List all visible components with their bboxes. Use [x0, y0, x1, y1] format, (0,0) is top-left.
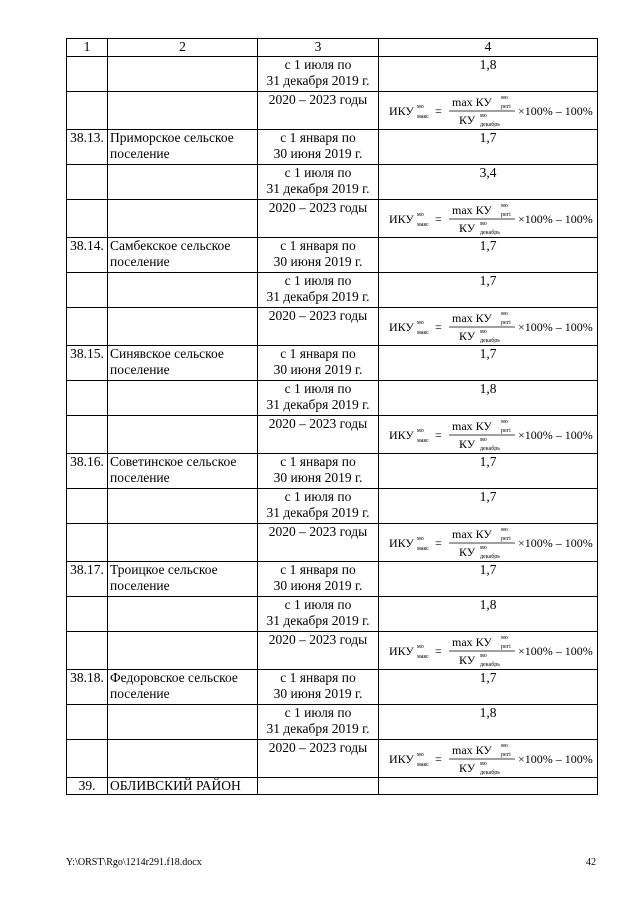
- index-value: 1,7: [379, 562, 598, 597]
- table-row: [67, 454, 598, 489]
- index-value: 1,7: [379, 273, 598, 308]
- formula-denominator-sup: мо: [480, 761, 487, 767]
- settlement-name: [108, 524, 258, 562]
- formula-denominator-sub: декабрь: [480, 554, 500, 559]
- formula: [387, 525, 593, 559]
- index-value: [379, 200, 598, 238]
- index-value: 1,8: [379, 597, 598, 632]
- formula-lhs: ИКУ: [389, 536, 414, 550]
- formula-lhs-sub: макс: [417, 762, 429, 768]
- period-text: с 1 июля по 31 декабря 2019 г.: [266, 597, 370, 628]
- formula-tail: ×100% – 100%: [518, 104, 593, 118]
- index-value: [379, 92, 598, 130]
- settlement-name: [108, 670, 258, 705]
- formula-lhs-sup: мо: [417, 428, 424, 434]
- settlement-name: [108, 273, 258, 308]
- formula-numerator-sub: регі: [501, 752, 511, 758]
- period: 2020 – 2023 годы: [258, 632, 379, 670]
- formula-lhs: ИКУ: [389, 752, 414, 766]
- row-number: 38.15.: [67, 346, 108, 381]
- index-value: 1,7: [379, 670, 598, 705]
- row-number: 38.17.: [67, 562, 108, 597]
- index-value: 1,8: [379, 705, 598, 740]
- row-number: [67, 165, 108, 200]
- row-number: [67, 273, 108, 308]
- formula-numerator-sup: мо: [501, 527, 508, 533]
- row-number: 38.16.: [67, 454, 108, 489]
- formula-lhs: ИКУ: [389, 644, 414, 658]
- row-number: [67, 632, 108, 670]
- period: [258, 165, 379, 200]
- formula-lhs-sup: мо: [417, 752, 424, 758]
- header-col-1: 1: [67, 39, 108, 57]
- settlement-name-text: Федоровское сельское поселение: [110, 670, 238, 701]
- row-number: [67, 597, 108, 632]
- formula-tail: ×100% – 100%: [518, 752, 593, 766]
- period-text: с 1 июля по 31 декабря 2019 г.: [266, 165, 370, 196]
- period-text: с 1 июля по 31 декабря 2019 г.: [266, 489, 370, 520]
- formula-equals: =: [435, 752, 442, 766]
- formula: [387, 417, 593, 451]
- formula: [387, 201, 593, 235]
- index-value: 3,4: [379, 165, 598, 200]
- table-row: [67, 740, 598, 778]
- table-row: [67, 705, 598, 740]
- period-text: с 1 июля по 31 декабря 2019 г.: [266, 273, 370, 304]
- formula-denominator-sub: декабрь: [480, 230, 500, 235]
- formula-denominator-sup: мо: [480, 653, 487, 659]
- formula-denominator: КУ: [459, 437, 476, 451]
- formula-lhs: ИКУ: [389, 320, 414, 334]
- formula-equals: =: [435, 104, 442, 118]
- row-number: 38.13.: [67, 130, 108, 165]
- index-value: 1,7: [379, 130, 598, 165]
- period-text: с 1 января по 30 июня 2019 г.: [273, 562, 363, 593]
- index-value: 1,7: [379, 489, 598, 524]
- settlement-name: [108, 632, 258, 670]
- formula-numerator: max КУ: [452, 419, 492, 433]
- table-row: [67, 416, 598, 454]
- header-row: [67, 39, 598, 57]
- formula-numerator-sup: мо: [501, 743, 508, 749]
- formula-equals: =: [435, 212, 442, 226]
- formula-numerator: max КУ: [452, 635, 492, 649]
- period-text: с 1 января по 30 июня 2019 г.: [273, 670, 363, 701]
- formula-lhs-sup: мо: [417, 644, 424, 650]
- period: 2020 – 2023 годы: [258, 200, 379, 238]
- settlement-name: [108, 130, 258, 165]
- formula-denominator-sup: мо: [480, 329, 487, 335]
- period: [258, 130, 379, 165]
- formula-numerator-sub: регі: [501, 104, 511, 110]
- period: [258, 238, 379, 273]
- settlement-name: [108, 346, 258, 381]
- table-row: [67, 130, 598, 165]
- index-value: 1,7: [379, 346, 598, 381]
- formula-tail: ×100% – 100%: [518, 428, 593, 442]
- table-body: [67, 39, 598, 795]
- settlement-name-text: Советинское сельское поселение: [110, 454, 237, 485]
- row-number: [67, 740, 108, 778]
- period: [258, 57, 379, 92]
- formula-lhs-sub: макс: [417, 654, 429, 660]
- index-value: [379, 740, 598, 778]
- formula-numerator-sub: регі: [501, 536, 511, 542]
- formula-denominator-sup: мо: [480, 113, 487, 119]
- row-number: 39.: [67, 778, 108, 795]
- formula: [387, 633, 593, 667]
- formula-numerator-sub: регі: [501, 428, 511, 434]
- period: [258, 670, 379, 705]
- index-value: [379, 308, 598, 346]
- period: [258, 273, 379, 308]
- formula-lhs-sup: мо: [417, 320, 424, 326]
- settlement-name: [108, 416, 258, 454]
- formula-denominator: КУ: [459, 761, 476, 775]
- table-row: [67, 346, 598, 381]
- formula-denominator-sub: декабрь: [480, 446, 500, 451]
- formula-tail: ×100% – 100%: [518, 536, 593, 550]
- table-row: [67, 597, 598, 632]
- period-text: с 1 января по 30 июня 2019 г.: [273, 454, 363, 485]
- data-table: [66, 38, 598, 795]
- row-number: [67, 200, 108, 238]
- formula-lhs-sup: мо: [417, 104, 424, 110]
- formula-tail: ×100% – 100%: [518, 212, 593, 226]
- formula-numerator: max КУ: [452, 95, 492, 109]
- formula: [387, 741, 593, 775]
- row-number: [67, 524, 108, 562]
- settlement-name-text: Приморское сельское поселение: [110, 130, 234, 161]
- formula-denominator: КУ: [459, 653, 476, 667]
- row-number: [67, 381, 108, 416]
- table-row: [67, 632, 598, 670]
- formula-lhs: ИКУ: [389, 104, 414, 118]
- formula-equals: =: [435, 644, 442, 658]
- settlement-name: [108, 308, 258, 346]
- table-row: [67, 562, 598, 597]
- settlement-name: [108, 562, 258, 597]
- formula-lhs-sub: макс: [417, 438, 429, 444]
- formula-tail: ×100% – 100%: [518, 644, 593, 658]
- period: [258, 597, 379, 632]
- formula-lhs: ИКУ: [389, 428, 414, 442]
- formula-denominator: КУ: [459, 329, 476, 343]
- table-row: [67, 670, 598, 705]
- period: [258, 705, 379, 740]
- settlement-name: [108, 381, 258, 416]
- formula-equals: =: [435, 320, 442, 334]
- table-row: [67, 524, 598, 562]
- header-col-4: 4: [379, 39, 598, 57]
- period: [258, 454, 379, 489]
- formula-denominator-sub: декабрь: [480, 770, 500, 775]
- table-row: [67, 308, 598, 346]
- index-value: 1,7: [379, 454, 598, 489]
- header-col-3: 3: [258, 39, 379, 57]
- settlement-name: [108, 597, 258, 632]
- row-number: [67, 57, 108, 92]
- settlement-name: [108, 57, 258, 92]
- formula-numerator-sup: мо: [501, 419, 508, 425]
- formula-denominator-sup: мо: [480, 221, 487, 227]
- table-row: [67, 57, 598, 92]
- settlement-name-text: Самбекское сельское поселение: [110, 238, 231, 269]
- index-value: [379, 632, 598, 670]
- period-text: с 1 января по 30 июня 2019 г.: [273, 346, 363, 377]
- formula-denominator-sup: мо: [480, 437, 487, 443]
- index-value: 1,8: [379, 57, 598, 92]
- row-number: [67, 489, 108, 524]
- formula-denominator: КУ: [459, 221, 476, 235]
- formula-numerator: max КУ: [452, 311, 492, 325]
- formula-numerator-sub: регі: [501, 644, 511, 650]
- formula-numerator-sup: мо: [501, 95, 508, 101]
- index-value: [379, 524, 598, 562]
- row-number: [67, 308, 108, 346]
- formula-numerator-sup: мо: [501, 311, 508, 317]
- formula-lhs-sup: мо: [417, 212, 424, 218]
- formula-numerator: max КУ: [452, 743, 492, 757]
- period: [258, 381, 379, 416]
- footer-file-path: Y:\ORST\Rgo\1214r291.f18.docx: [66, 857, 202, 868]
- period: 2020 – 2023 годы: [258, 308, 379, 346]
- period: [258, 346, 379, 381]
- settlement-name-text: Троицкое сельское поселение: [110, 562, 218, 593]
- table-row: [67, 200, 598, 238]
- settlement-name: [108, 92, 258, 130]
- table-row: [67, 92, 598, 130]
- formula-denominator-sub: декабрь: [480, 338, 500, 343]
- index-value: [379, 778, 598, 795]
- formula-numerator: max КУ: [452, 203, 492, 217]
- settlement-name: [108, 740, 258, 778]
- formula-lhs-sub: макс: [417, 546, 429, 552]
- table-row: [67, 238, 598, 273]
- period: 2020 – 2023 годы: [258, 524, 379, 562]
- settlement-name: [108, 165, 258, 200]
- table-row: [67, 778, 598, 795]
- index-value: [379, 416, 598, 454]
- period-text: с 1 июля по 31 декабря 2019 г.: [266, 705, 370, 736]
- table-row: [67, 489, 598, 524]
- row-number: 38.18.: [67, 670, 108, 705]
- formula-tail: ×100% – 100%: [518, 320, 593, 334]
- formula-numerator-sub: регі: [501, 320, 511, 326]
- row-number: 38.14.: [67, 238, 108, 273]
- period: 2020 – 2023 годы: [258, 92, 379, 130]
- formula-denominator-sup: мо: [480, 545, 487, 551]
- row-number: [67, 705, 108, 740]
- table-row: [67, 165, 598, 200]
- formula-numerator: max КУ: [452, 527, 492, 541]
- period-text: с 1 января по 30 июня 2019 г.: [273, 238, 363, 269]
- footer-page-number: 42: [586, 857, 596, 868]
- row-number: [67, 416, 108, 454]
- row-number: [67, 92, 108, 130]
- period-text: с 1 июля по 31 декабря 2019 г.: [266, 381, 370, 412]
- period-text: с 1 июля по 31 декабря 2019 г.: [266, 57, 370, 88]
- header-col-2: 2: [108, 39, 258, 57]
- settlement-name: [108, 238, 258, 273]
- formula-lhs-sub: макс: [417, 222, 429, 228]
- settlement-name: [108, 200, 258, 238]
- formula: [387, 309, 593, 343]
- formula-denominator: КУ: [459, 113, 476, 127]
- settlement-name: ОБЛИВСКИЙ РАЙОН: [108, 778, 258, 795]
- formula-lhs-sub: макс: [417, 114, 429, 120]
- period: [258, 778, 379, 795]
- formula-denominator-sub: декабрь: [480, 662, 500, 667]
- formula-equals: =: [435, 428, 442, 442]
- table-row: [67, 381, 598, 416]
- index-value: 1,7: [379, 238, 598, 273]
- index-value: 1,8: [379, 381, 598, 416]
- period: [258, 489, 379, 524]
- formula-lhs-sub: макс: [417, 330, 429, 336]
- period: 2020 – 2023 годы: [258, 416, 379, 454]
- period: [258, 562, 379, 597]
- formula-denominator: КУ: [459, 545, 476, 559]
- settlement-name: [108, 454, 258, 489]
- period: 2020 – 2023 годы: [258, 740, 379, 778]
- formula-numerator-sup: мо: [501, 203, 508, 209]
- settlement-name: [108, 489, 258, 524]
- settlement-name-text: Синявское сельское поселение: [110, 346, 224, 377]
- period-text: с 1 января по 30 июня 2019 г.: [273, 130, 363, 161]
- formula-equals: =: [435, 536, 442, 550]
- table-row: [67, 273, 598, 308]
- formula-denominator-sub: декабрь: [480, 122, 500, 127]
- formula-lhs: ИКУ: [389, 212, 414, 226]
- formula: [387, 93, 593, 127]
- formula-numerator-sub: регі: [501, 212, 511, 218]
- settlement-name: [108, 705, 258, 740]
- formula-lhs-sup: мо: [417, 536, 424, 542]
- formula-numerator-sup: мо: [501, 635, 508, 641]
